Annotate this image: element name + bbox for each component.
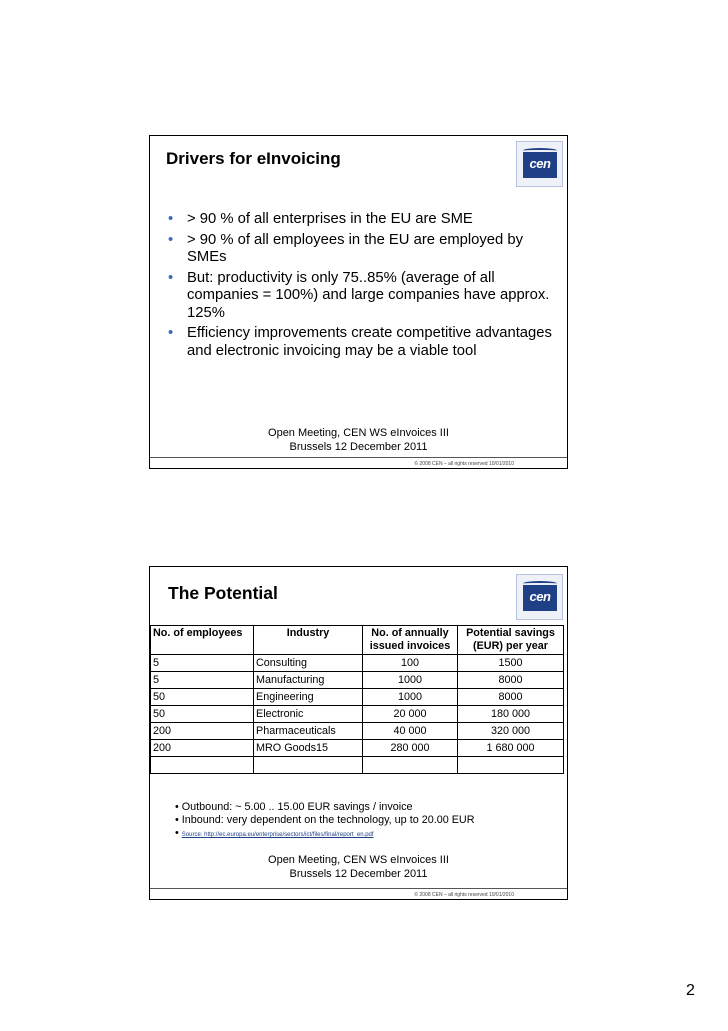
bullet-text: Efficiency improvements create competitive advantages and electronic invoicing may be a viable tool — [187, 325, 552, 359]
copyright-notice: © 2008 CEN – all rights reserved 10/01/2010 — [414, 892, 514, 898]
footer-meeting: Open Meeting, CEN WS eInvoices III — [268, 854, 449, 866]
note-outbound: • Outbound: ~ 5.00 .. 15.00 EUR savings / invoice — [175, 801, 413, 813]
slide-footer — [150, 426, 567, 454]
slide-drivers — [149, 135, 568, 469]
cen-logo — [516, 141, 563, 187]
table-cell: MRO Goods15 — [254, 740, 363, 757]
col-header-invoices: No. of annually issued invoices — [363, 626, 458, 655]
logo-mark: cen — [523, 152, 557, 178]
table-cell: 50 — [151, 706, 254, 723]
table-cell: Electronic — [254, 706, 363, 723]
table-cell: 200 — [151, 740, 254, 757]
table-cell: 1000 — [363, 672, 458, 689]
table-row — [151, 689, 564, 706]
table-row — [151, 655, 564, 672]
note-source: • Source: http://ec.europa.eu/enterprise/sectors/ict/files/final/report_en.pdf — [175, 827, 374, 839]
table-cell — [363, 757, 458, 774]
page-number: 2 — [686, 982, 695, 999]
table-cell: 50 — [151, 689, 254, 706]
col-header-employees: No. of employees — [151, 626, 254, 655]
source-link[interactable]: Source: http://ec.europa.eu/enterprise/sectors/ict/files/final/report_en.pdf — [181, 832, 374, 838]
bullet-list — [166, 211, 556, 363]
slide-footer — [150, 853, 567, 881]
table-cell: 100 — [363, 655, 458, 672]
slide-potential — [149, 566, 568, 900]
copyright-notice: © 2008 CEN – all rights reserved 10/01/2010 — [414, 461, 514, 467]
table-row — [151, 757, 564, 774]
bullet-icon: • — [168, 325, 174, 341]
bullet-icon: • — [168, 269, 174, 286]
footer-date: Brussels 12 December 2011 — [289, 868, 428, 880]
table-row — [151, 672, 564, 689]
table-cell: 20 000 — [363, 706, 458, 723]
table-row — [151, 740, 564, 757]
table-cell: 1000 — [363, 689, 458, 706]
table-header-row — [151, 626, 564, 655]
bullet-icon: • — [168, 211, 174, 227]
table-cell — [151, 757, 254, 774]
table-cell: Consulting — [254, 655, 363, 672]
table-row — [151, 706, 564, 723]
table-cell: 40 000 — [363, 723, 458, 740]
cen-logo — [516, 574, 563, 620]
table-row — [151, 723, 564, 740]
footer-meeting: Open Meeting, CEN WS eInvoices III — [268, 427, 449, 439]
table-cell: 1500 — [458, 655, 564, 672]
table-cell: Pharmaceuticals — [254, 723, 363, 740]
footer-bar — [150, 457, 567, 468]
slide-title: Drivers for eInvoicing — [166, 149, 341, 168]
logo-mark: cen — [523, 585, 557, 611]
bullet-icon: • — [168, 231, 174, 248]
bullet-text: > 90 % of all employees in the EU are employed by SMEs — [187, 231, 523, 265]
bullet-text: > 90 % of all enterprises in the EU are SME — [187, 211, 473, 227]
table-cell: 200 — [151, 723, 254, 740]
col-header-industry: Industry — [254, 626, 363, 655]
potential-table — [150, 625, 564, 774]
note-inbound: • Inbound: very dependent on the technology, up to 20.00 EUR — [175, 814, 475, 826]
table-cell: 8000 — [458, 672, 564, 689]
col-header-savings: Potential savings (EUR) per year — [458, 626, 564, 655]
table-cell: Engineering — [254, 689, 363, 706]
table-cell: 280 000 — [363, 740, 458, 757]
slide-title: The Potential — [168, 583, 278, 603]
table-cell: 320 000 — [458, 723, 564, 740]
footer-bar — [150, 888, 567, 899]
bullet-item — [166, 232, 556, 267]
table-cell — [254, 757, 363, 774]
table-cell: 5 — [151, 655, 254, 672]
notes — [175, 801, 475, 842]
table-cell: Manufacturing — [254, 672, 363, 689]
table-cell: 1 680 000 — [458, 740, 564, 757]
table-cell: 180 000 — [458, 706, 564, 723]
footer-date: Brussels 12 December 2011 — [289, 441, 428, 453]
bullet-item — [166, 270, 556, 323]
bullet-text: But: productivity is only 75..85% (average of all companies = 100%) and large companies have approx. 125% — [187, 269, 550, 321]
table-cell: 5 — [151, 672, 254, 689]
bullet-item — [166, 325, 556, 360]
table-cell: 8000 — [458, 689, 564, 706]
bullet-item — [166, 211, 556, 229]
table-cell — [458, 757, 564, 774]
